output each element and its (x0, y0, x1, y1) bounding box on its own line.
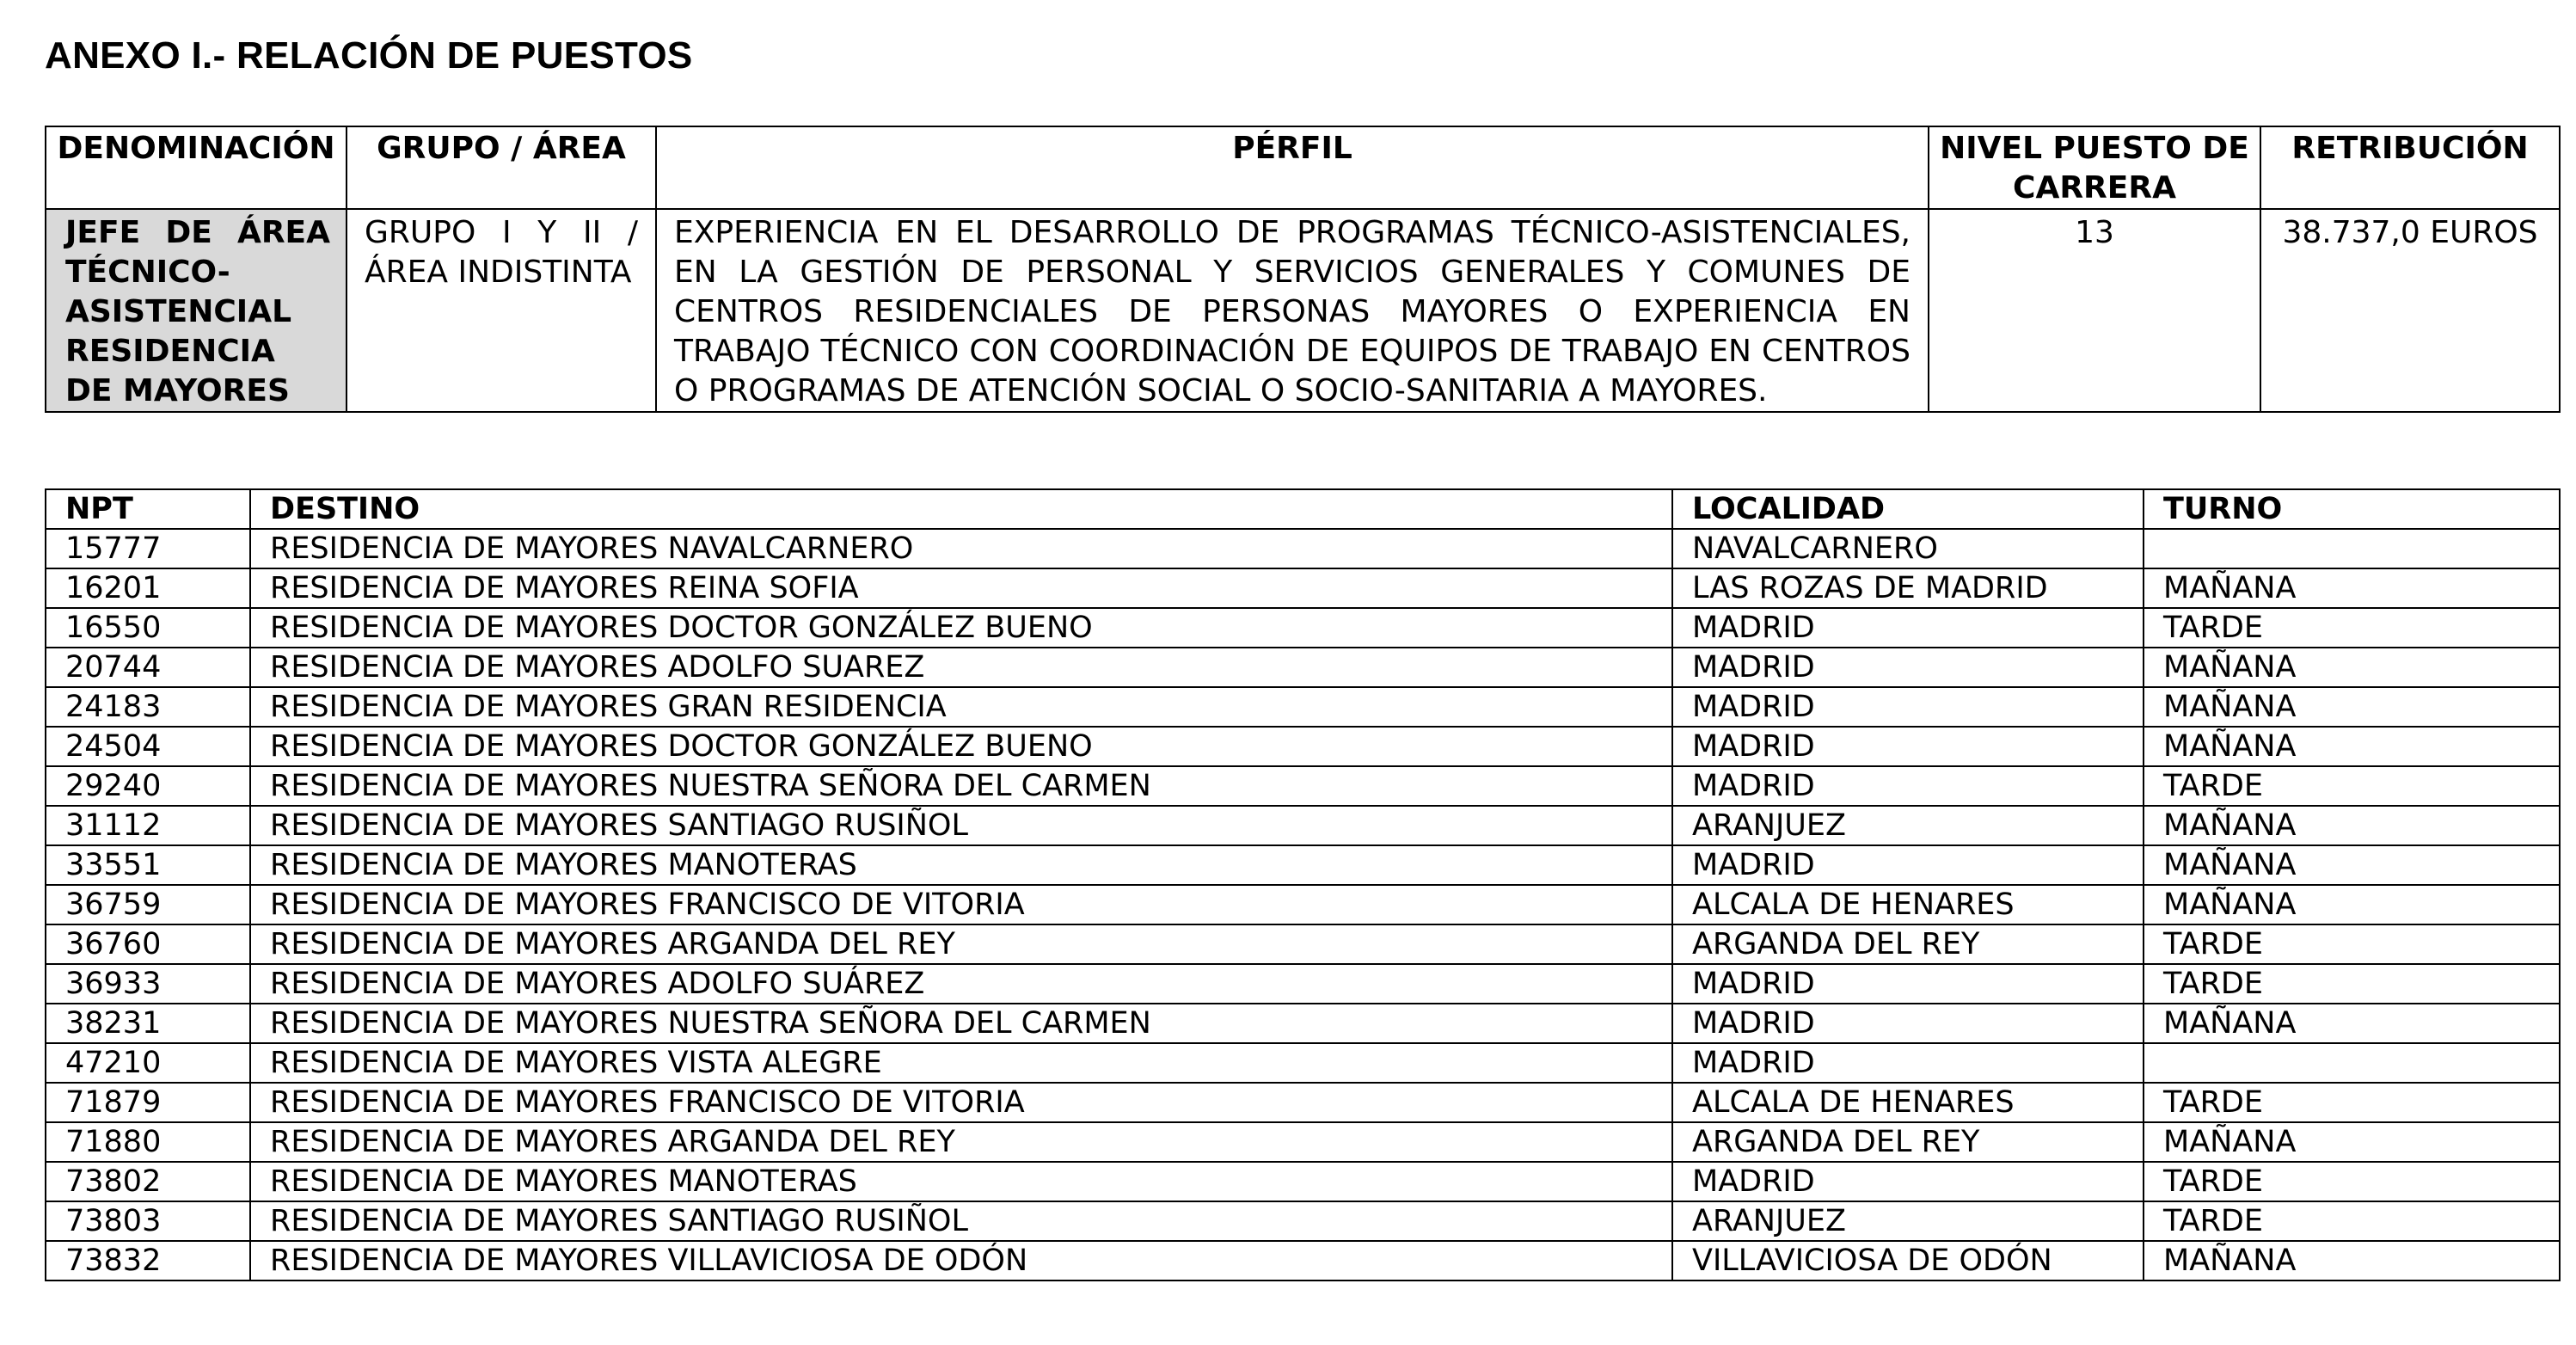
table-row (46, 1083, 2560, 1122)
cell-npt: 71880 (46, 1122, 250, 1162)
header-perfil: PÉRFIL (656, 126, 1929, 209)
cell-turno: TARDE (2144, 924, 2560, 964)
cell-localidad: LAS ROZAS DE MADRID (1672, 568, 2144, 608)
cell-turno: TARDE (2144, 1201, 2560, 1241)
cell-localidad: MADRID (1672, 1162, 2144, 1201)
cell-localidad: NAVALCARNERO (1672, 529, 2144, 568)
cell-destino: RESIDENCIA DE MAYORES MANOTERAS (250, 845, 1672, 885)
cell-destino: RESIDENCIA DE MAYORES SANTIAGO RUSIÑOL (250, 1201, 1672, 1241)
cell-turno: MAÑANA (2144, 727, 2560, 766)
cell-destino: RESIDENCIA DE MAYORES VISTA ALEGRE (250, 1043, 1672, 1083)
cell-turno: TARDE (2144, 1083, 2560, 1122)
table-row (46, 1043, 2560, 1083)
cell-npt: 36760 (46, 924, 250, 964)
table-row (46, 1122, 2560, 1162)
cell-localidad: ALCALA DE HENARES (1672, 1083, 2144, 1122)
table-row (46, 924, 2560, 964)
cell-npt: 36933 (46, 964, 250, 1004)
table-row (46, 885, 2560, 924)
puesto-header-row (46, 126, 2560, 209)
table-row (46, 1241, 2560, 1281)
cell-turno: TARDE (2144, 1162, 2560, 1201)
cell-destino: RESIDENCIA DE MAYORES GRAN RESIDENCIA (250, 687, 1672, 727)
cell-destino: RESIDENCIA DE MAYORES FRANCISCO DE VITORIA (250, 885, 1672, 924)
destinos-header-row (46, 489, 2560, 529)
cell-npt: 38231 (46, 1004, 250, 1043)
cell-turno: MAÑANA (2144, 648, 2560, 687)
cell-localidad: ARGANDA DEL REY (1672, 1122, 2144, 1162)
cell-turno: MAÑANA (2144, 687, 2560, 727)
cell-npt: 36759 (46, 885, 250, 924)
puesto-table (45, 126, 2561, 413)
header-denominacion: DENOMINACIÓN (46, 126, 347, 209)
cell-turno: MAÑANA (2144, 806, 2560, 845)
cell-localidad: ARANJUEZ (1672, 1201, 2144, 1241)
cell-destino: RESIDENCIA DE MAYORES FRANCISCO DE VITORIA (250, 1083, 1672, 1122)
cell-turno: TARDE (2144, 608, 2560, 648)
cell-destino: RESIDENCIA DE MAYORES SANTIAGO RUSIÑOL (250, 806, 1672, 845)
cell-localidad: ARGANDA DEL REY (1672, 924, 2144, 964)
cell-turno: TARDE (2144, 766, 2560, 806)
table-row (46, 529, 2560, 568)
cell-turno: MAÑANA (2144, 845, 2560, 885)
cell-destino: RESIDENCIA DE MAYORES NAVALCARNERO (250, 529, 1672, 568)
cell-destino: RESIDENCIA DE MAYORES ARGANDA DEL REY (250, 1122, 1672, 1162)
cell-localidad: ALCALA DE HENARES (1672, 885, 2144, 924)
cell-destino: RESIDENCIA DE MAYORES ADOLFO SUAREZ (250, 648, 1672, 687)
cell-localidad: MADRID (1672, 727, 2144, 766)
table-row (46, 568, 2560, 608)
table-row (46, 648, 2560, 687)
cell-turno: MAÑANA (2144, 1241, 2560, 1281)
cell-turno: MAÑANA (2144, 885, 2560, 924)
table-row (46, 727, 2560, 766)
table-row (46, 1201, 2560, 1241)
cell-npt: 73803 (46, 1201, 250, 1241)
cell-localidad: MADRID (1672, 845, 2144, 885)
cell-npt: 31112 (46, 806, 250, 845)
cell-npt: 73832 (46, 1241, 250, 1281)
cell-npt: 71879 (46, 1083, 250, 1122)
cell-localidad: MADRID (1672, 1043, 2144, 1083)
cell-retribucion: 38.737,0 EUROS (2260, 209, 2560, 412)
table-row (46, 608, 2560, 648)
cell-destino: RESIDENCIA DE MAYORES DOCTOR GONZÁLEZ BUENO (250, 727, 1672, 766)
cell-localidad: ARANJUEZ (1672, 806, 2144, 845)
puesto-row (46, 209, 2560, 412)
header-localidad: LOCALIDAD (1672, 489, 2144, 529)
cell-turno: MAÑANA (2144, 1004, 2560, 1043)
header-npt: NPT (46, 489, 250, 529)
cell-localidad: VILLAVICIOSA DE ODÓN (1672, 1241, 2144, 1281)
cell-localidad: MADRID (1672, 608, 2144, 648)
cell-turno: MAÑANA (2144, 568, 2560, 608)
header-grupo-area: GRUPO / ÁREA (347, 126, 656, 209)
cell-denominacion: JEFE DE ÁREA TÉCNICO-ASISTENCIAL RESIDENCIA DE MAYORES (46, 209, 347, 412)
cell-destino: RESIDENCIA DE MAYORES NUESTRA SEÑORA DEL CARMEN (250, 766, 1672, 806)
cell-localidad: MADRID (1672, 687, 2144, 727)
cell-destino: RESIDENCIA DE MAYORES NUESTRA SEÑORA DEL CARMEN (250, 1004, 1672, 1043)
cell-npt: 15777 (46, 529, 250, 568)
cell-npt: 20744 (46, 648, 250, 687)
cell-destino: RESIDENCIA DE MAYORES VILLAVICIOSA DE ODÓN (250, 1241, 1672, 1281)
cell-localidad: MADRID (1672, 766, 2144, 806)
table-row (46, 806, 2560, 845)
cell-npt: 29240 (46, 766, 250, 806)
header-turno: TURNO (2144, 489, 2560, 529)
cell-npt: 16201 (46, 568, 250, 608)
cell-localidad: MADRID (1672, 1004, 2144, 1043)
cell-turno (2144, 529, 2560, 568)
cell-turno (2144, 1043, 2560, 1083)
page-title: ANEXO I.- RELACIÓN DE PUESTOS (45, 34, 693, 77)
table-row (46, 766, 2560, 806)
cell-destino: RESIDENCIA DE MAYORES ADOLFO SUÁREZ (250, 964, 1672, 1004)
table-row (46, 964, 2560, 1004)
table-row (46, 1162, 2560, 1201)
cell-npt: 33551 (46, 845, 250, 885)
destinos-table (45, 488, 2561, 1281)
cell-destino: RESIDENCIA DE MAYORES ARGANDA DEL REY (250, 924, 1672, 964)
cell-npt: 24183 (46, 687, 250, 727)
header-nivel: NIVEL PUESTO DE CARRERA (1929, 126, 2260, 209)
cell-localidad: MADRID (1672, 648, 2144, 687)
cell-destino: RESIDENCIA DE MAYORES REINA SOFIA (250, 568, 1672, 608)
destinos-body (46, 529, 2560, 1281)
cell-perfil: EXPERIENCIA EN EL DESARROLLO DE PROGRAMAS TÉCNICO-ASISTENCIALES, EN LA GESTIÓN DE PERSONAL Y SERVICIOS GENERALES Y COMUNES DE CENTROS RESIDENCIALES DE PERSONAS MAYORES O EXPERIENCIA EN TRABAJO TÉCNICO CON COORDINACIÓN DE EQUIPOS DE TRABAJO EN CENTROS O PROGRAMAS DE ATENCIÓN SOCIAL O SOCIO-SANITARIA A MAYORES. (656, 209, 1929, 412)
cell-npt: 16550 (46, 608, 250, 648)
cell-destino: RESIDENCIA DE MAYORES MANOTERAS (250, 1162, 1672, 1201)
cell-npt: 24504 (46, 727, 250, 766)
header-destino: DESTINO (250, 489, 1672, 529)
cell-nivel: 13 (1929, 209, 2260, 412)
cell-turno: MAÑANA (2144, 1122, 2560, 1162)
cell-npt: 73802 (46, 1162, 250, 1201)
table-row (46, 1004, 2560, 1043)
cell-destino: RESIDENCIA DE MAYORES DOCTOR GONZÁLEZ BUENO (250, 608, 1672, 648)
header-retribucion: RETRIBUCIÓN (2260, 126, 2560, 209)
table-row (46, 687, 2560, 727)
table-row (46, 845, 2560, 885)
cell-turno: TARDE (2144, 964, 2560, 1004)
cell-grupo-area: GRUPO I Y II / ÁREA INDISTINTA (347, 209, 656, 412)
cell-localidad: MADRID (1672, 964, 2144, 1004)
cell-npt: 47210 (46, 1043, 250, 1083)
